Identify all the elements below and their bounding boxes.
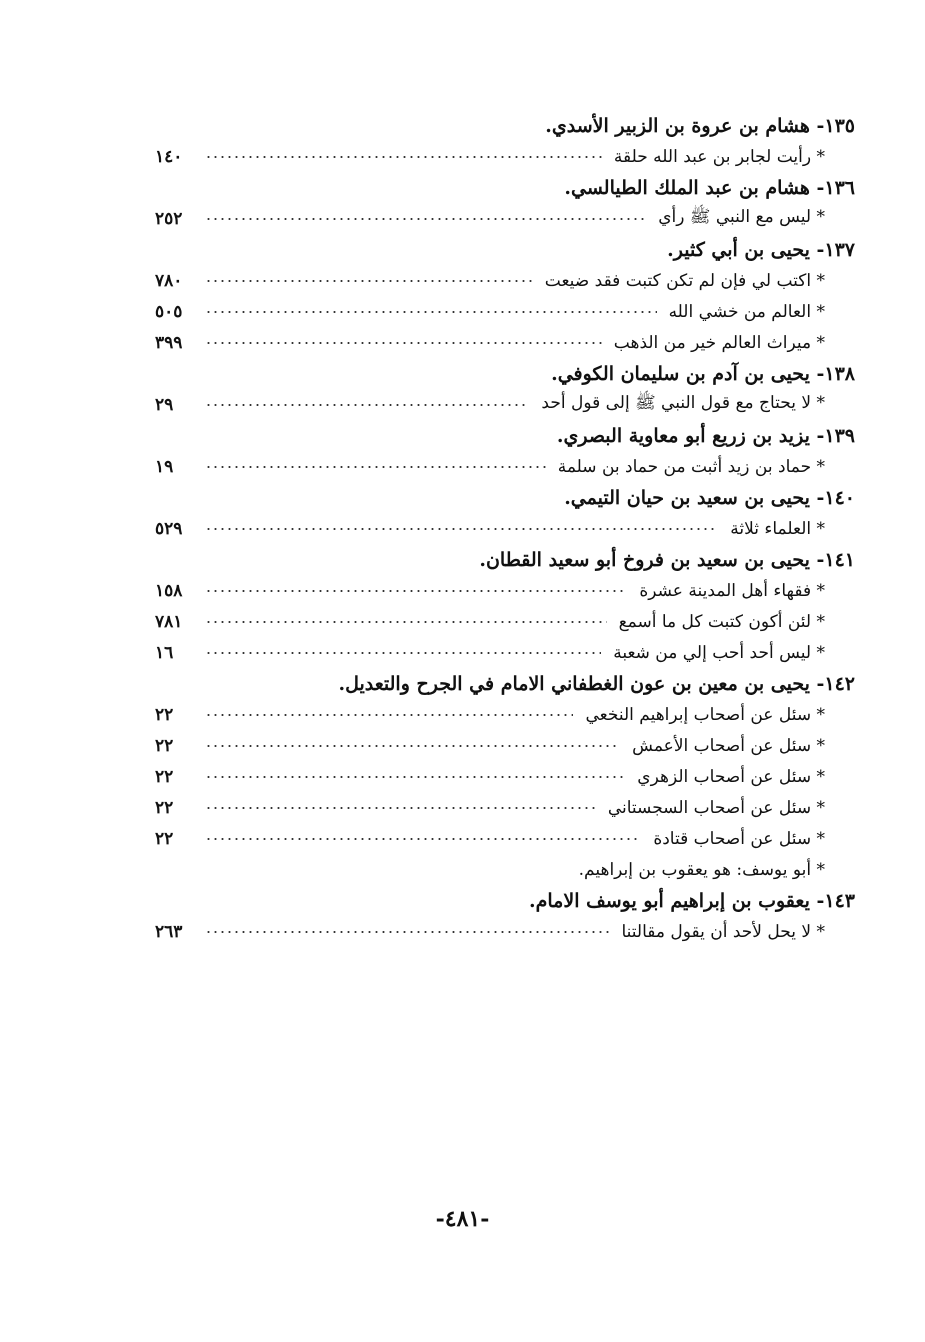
dot-leader bbox=[205, 279, 533, 283]
entry-text: * ليس أحد أحب إلي من شعبة bbox=[613, 642, 825, 663]
entry-page-number: ٧٨٠ bbox=[155, 270, 183, 291]
dot-leader bbox=[205, 589, 627, 593]
index-heading bbox=[155, 110, 855, 141]
dot-leader bbox=[205, 837, 641, 841]
index-heading bbox=[155, 172, 855, 203]
entry-text: * سئل عن أصحاب إبراهيم النخعي bbox=[585, 704, 825, 725]
heading-text: ١٤١- يحيى بن سعيد بن فروخ أبو سعيد القطان. bbox=[479, 548, 855, 571]
dot-leader bbox=[205, 806, 596, 810]
entry-page-number: ٥٢٩ bbox=[155, 518, 183, 539]
heading-text: ١٣٥- هشام بن عروة بن الزبير الأسدي. bbox=[545, 114, 855, 137]
index-list bbox=[155, 110, 855, 947]
entry-text: * فقهاء أهل المدينة عشرة bbox=[639, 580, 825, 601]
dot-leader bbox=[205, 403, 529, 407]
index-entry bbox=[155, 606, 855, 637]
entry-text: * سئل عن أصحاب قتادة bbox=[653, 828, 825, 849]
entry-page-number: ٢٢ bbox=[155, 735, 174, 756]
entry-page-number: ١٦ bbox=[155, 642, 174, 663]
entry-page-number: ٢٢ bbox=[155, 704, 174, 725]
index-entry bbox=[155, 451, 855, 482]
index-entry bbox=[155, 513, 855, 544]
index-entry bbox=[155, 575, 855, 606]
heading-text: ١٣٩- يزيد بن زريع أبو معاوية البصري. bbox=[556, 424, 855, 447]
index-entry bbox=[155, 854, 855, 885]
entry-text: * رأيت لجابر بن عبد الله حلقة bbox=[613, 146, 825, 167]
index-entry bbox=[155, 265, 855, 296]
entry-page-number: ٢٥٢ bbox=[155, 208, 183, 229]
index-heading bbox=[155, 668, 855, 699]
index-heading bbox=[155, 420, 855, 451]
dot-leader bbox=[205, 527, 718, 531]
index-entry bbox=[155, 916, 855, 947]
entry-text: * لا يحتاج مع قول النبي ﷺ إلى قول أحد bbox=[541, 393, 825, 413]
entry-page-number: ٢٢ bbox=[155, 766, 174, 787]
entry-text: * اكتب لي فإن لم تكن كتبت فقد ضيعت bbox=[544, 270, 825, 291]
dot-leader bbox=[205, 310, 657, 314]
index-entry bbox=[155, 637, 855, 668]
heading-text: ١٣٧- يحيى بن أبي كثير. bbox=[667, 238, 855, 261]
entry-page-number: ١٥٨ bbox=[155, 580, 183, 601]
entry-page-number: ٥٠٥ bbox=[155, 301, 183, 322]
dot-leader bbox=[205, 775, 625, 779]
dot-leader bbox=[205, 930, 609, 934]
entry-page-number: ٢٢ bbox=[155, 828, 174, 849]
heading-text: ١٤٣- يعقوب بن إبراهيم أبو يوسف الامام. bbox=[529, 889, 855, 912]
index-heading bbox=[155, 482, 855, 513]
index-entry bbox=[155, 141, 855, 172]
entry-text: * سئل عن أصحاب السجستاني bbox=[607, 797, 825, 818]
dot-leader bbox=[205, 465, 546, 469]
dot-leader bbox=[205, 341, 602, 345]
entry-page-number: ٧٨١ bbox=[155, 611, 183, 632]
index-entry bbox=[155, 203, 855, 234]
dot-leader bbox=[205, 713, 573, 717]
entry-text: * العالم من خشي الله bbox=[668, 301, 825, 322]
dot-leader bbox=[205, 651, 601, 655]
heading-text: ١٣٦- هشام بن عبد الملك الطيالسي. bbox=[564, 176, 855, 199]
index-heading bbox=[155, 885, 855, 916]
entry-text: * سئل عن أصحاب الزهري bbox=[637, 766, 825, 787]
entry-text: * أبو يوسف: هو يعقوب بن إبراهيم. bbox=[578, 859, 825, 880]
index-heading bbox=[155, 234, 855, 265]
entry-text: * العلماء ثلاثة bbox=[730, 518, 825, 539]
entry-text: * لئن أكون كتبت كل ما أسمع bbox=[618, 611, 825, 632]
heading-text: ١٤٠- يحيى بن سعيد بن حيان التيمي. bbox=[564, 486, 855, 509]
index-entry bbox=[155, 730, 855, 761]
index-heading bbox=[155, 358, 855, 389]
heading-text: ١٣٨- يحيى بن آدم بن سليمان الكوفي. bbox=[551, 362, 855, 385]
dot-leader bbox=[205, 217, 646, 221]
index-entry bbox=[155, 823, 855, 854]
entry-page-number: ٢٢ bbox=[155, 797, 174, 818]
index-entry bbox=[155, 296, 855, 327]
heading-text: ١٤٢- يحيى بن معين بن عون الغطفاني الامام في الجرح والتعديل. bbox=[338, 672, 855, 695]
entry-page-number: ٣٩٩ bbox=[155, 332, 183, 353]
dot-leader bbox=[205, 155, 602, 159]
entry-page-number: ٢٦٣ bbox=[155, 921, 183, 942]
index-entry bbox=[155, 761, 855, 792]
entry-text: * حماد بن زيد أثبت من حماد بن سلمة bbox=[557, 456, 825, 477]
dot-leader bbox=[205, 744, 620, 748]
dot-leader bbox=[205, 620, 607, 624]
entry-page-number: ١٩ bbox=[155, 456, 174, 477]
entry-text: * ليس مع النبي ﷺ رأي bbox=[658, 207, 825, 227]
entry-text: * لا يحل لأحد أن يقول مقالتنا bbox=[621, 921, 825, 942]
entry-text: * سئل عن أصحاب الأعمش bbox=[632, 735, 825, 756]
entry-text: * ميراث العالم خير من الذهب bbox=[613, 332, 825, 353]
page-number: -٤٨١- bbox=[435, 1206, 490, 1232]
entry-page-number: ١٤٠ bbox=[155, 146, 183, 167]
entry-page-number: ٢٩ bbox=[155, 394, 174, 415]
index-entry bbox=[155, 792, 855, 823]
index-entry bbox=[155, 327, 855, 358]
index-entry bbox=[155, 699, 855, 730]
index-entry bbox=[155, 389, 855, 420]
index-heading bbox=[155, 544, 855, 575]
